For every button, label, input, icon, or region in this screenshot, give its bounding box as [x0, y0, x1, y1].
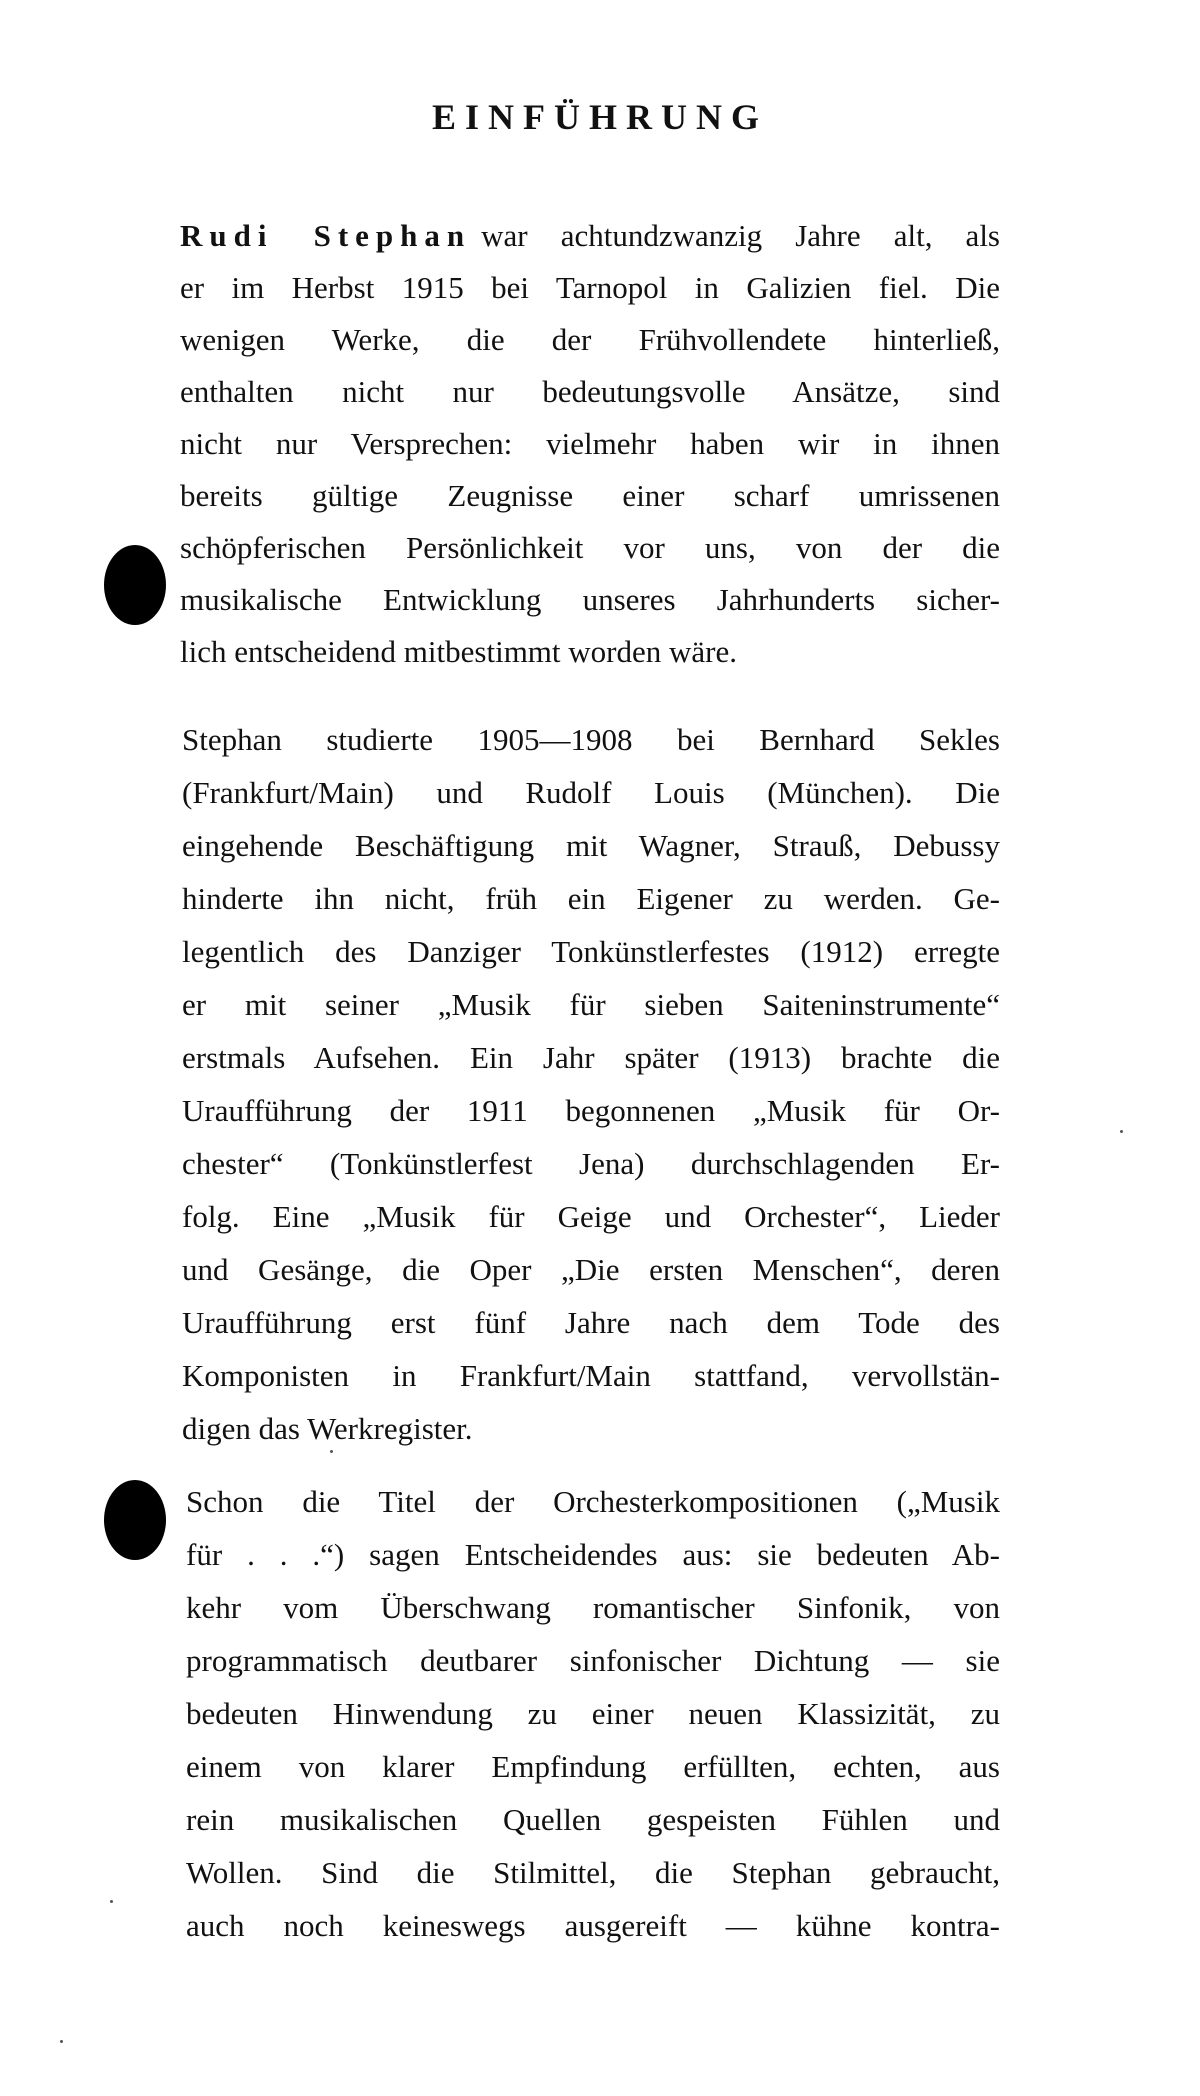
paragraph-2-line-1: Stephan studierte 1905—1908 bei Bernhard Sekles — [182, 722, 1000, 757]
paragraph-1-line-9: lich entscheidend mitbestimmt worden wäre. — [180, 634, 737, 669]
paragraph-3-line-2: für . . .“) sagen Entscheidendes aus: sie bedeuten Ab- — [186, 1537, 1000, 1572]
paragraph-1-line-8: musikalische Entwicklung unseres Jahrhunderts sicher- — [180, 582, 1000, 617]
paragraph-2-line-6: er mit seiner „Musik für sieben Saiteninstrumente“ — [182, 987, 1000, 1022]
paragraph-3-line-1: Schon die Titel der Orchesterkompositionen („Musik — [186, 1484, 1000, 1519]
paragraph-1-line-1-text: war achtundzwanzig Jahre alt, als — [481, 218, 1000, 253]
paragraph-2-line-12: Uraufführung erst fünf Jahre nach dem Tode des — [182, 1305, 1000, 1340]
paragraph-3-line-3: kehr vom Überschwang romantischer Sinfonik, von — [186, 1590, 1000, 1625]
paragraph-1-line-6: bereits gültige Zeugnisse einer scharf umrissenen — [180, 478, 1000, 513]
scan-speck — [1120, 1130, 1123, 1133]
paragraph-2-line-4: hinderte ihn nicht, früh ein Eigener zu werden. Ge- — [182, 881, 1000, 916]
paragraph-2-line-13: Komponisten in Frankfurt/Main stattfand, vervollstän- — [182, 1358, 1000, 1393]
paragraph-1-line-2: er im Herbst 1915 bei Tarnopol in Galizien fiel. Die — [180, 270, 1000, 305]
paragraph-1-line-5: nicht nur Versprechen: vielmehr haben wir in ihnen — [180, 426, 1000, 461]
paragraph-2-line-5: legentlich des Danziger Tonkünstlerfestes (1912) erregte — [182, 934, 1000, 969]
scan-speck — [110, 1900, 113, 1903]
punch-hole-lower — [104, 1480, 166, 1560]
paragraph-1-line-1 — [180, 218, 1000, 254]
scan-speck — [60, 2040, 63, 2043]
paragraph-2-line-10: folg. Eine „Musik für Geige und Orchester“, Lieder — [182, 1199, 1000, 1234]
paragraph-3-line-6: einem von klarer Empfindung erfüllten, echten, aus — [186, 1749, 1000, 1784]
paragraph-1-line-3: wenigen Werke, die der Frühvollendete hinterließ, — [180, 322, 1000, 357]
paragraph-3-line-8: Wollen. Sind die Stilmittel, die Stephan gebraucht, — [186, 1855, 1000, 1890]
paragraph-2-line-9: chester“ (Tonkünstlerfest Jena) durchschlagenden Er- — [182, 1146, 1000, 1181]
paragraph-3-line-5: bedeuten Hinwendung zu einer neuen Klassizität, zu — [186, 1696, 1000, 1731]
lead-name: Rudi Stephan — [180, 218, 472, 253]
paragraph-2-line-11: und Gesänge, die Oper „Die ersten Menschen“, deren — [182, 1252, 1000, 1287]
paragraph-2-line-7: erstmals Aufsehen. Ein Jahr später (1913) brachte die — [182, 1040, 1000, 1075]
paragraph-2-line-2: (Frankfurt/Main) und Rudolf Louis (München). Die — [182, 775, 1000, 810]
paragraph-1-line-4: enthalten nicht nur bedeutungsvolle Ansätze, sind — [180, 374, 1000, 409]
paragraph-2-line-3: eingehende Beschäftigung mit Wagner, Strauß, Debussy — [182, 828, 1000, 863]
paragraph-3-line-7: rein musikalischen Quellen gespeisten Fühlen und — [186, 1802, 1000, 1837]
paragraph-1-line-7: schöpferischen Persönlichkeit vor uns, von der die — [180, 530, 1000, 565]
paragraph-3-line-9: auch noch keineswegs ausgereift — kühne kontra- — [186, 1908, 1000, 1943]
scan-speck — [330, 1450, 333, 1453]
page-heading: EINFÜHRUNG — [431, 97, 768, 137]
paragraph-3-line-4: programmatisch deutbarer sinfonischer Dichtung — sie — [186, 1643, 1000, 1678]
paragraph-2-line-14: digen das Werkregister. — [182, 1411, 473, 1446]
punch-hole-upper — [104, 545, 166, 625]
paragraph-2-line-8: Uraufführung der 1911 begonnenen „Musik für Or- — [182, 1093, 1000, 1128]
